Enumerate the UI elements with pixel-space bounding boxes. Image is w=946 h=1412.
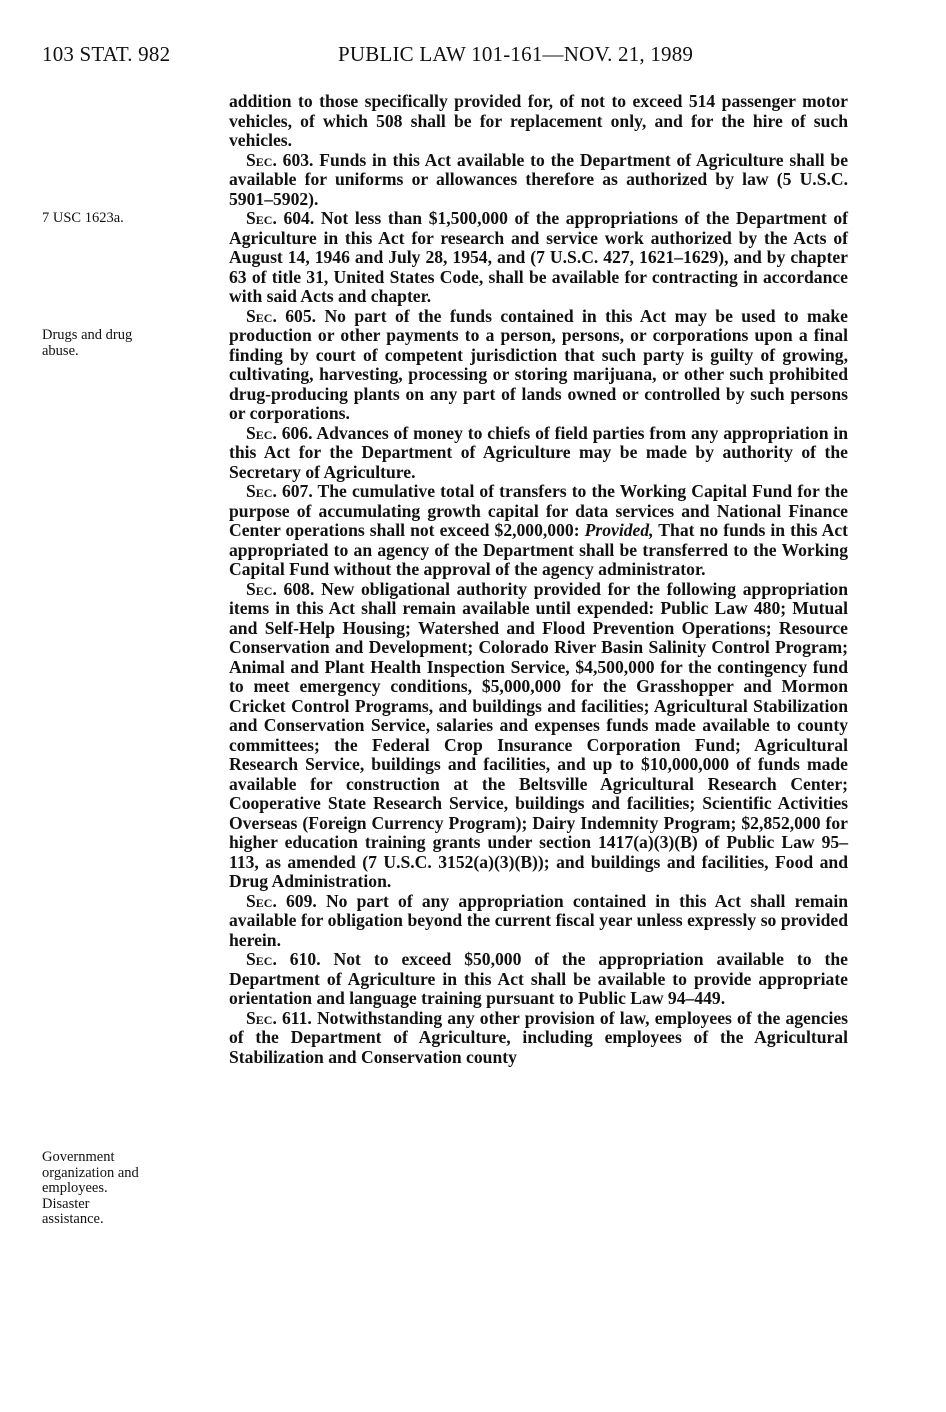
section-605 — [229, 307, 848, 424]
section-text: The cumulative total of transfers to the Working Capital Fund for the purpose of accumulating growth capital for data services and National Finance Center operations shall not exceed $2,000,000: — [229, 481, 848, 540]
section-606 — [229, 424, 848, 483]
margin-note-gov-line: Government — [42, 1149, 115, 1165]
section-label: Sec. 608. — [246, 578, 315, 599]
section-text: That no funds in this Act appropriated to an agency of the Department shall be transferred to the Working Capital Fund without the approval of the agency administrator. — [229, 520, 848, 579]
section-text: New obligational authority provided for the following appropriation items in this Act shall remain available until expended: Public Law 480; Mutual and Self-Help Housing; Watershed and Flood Prevention Operations; Resource Conservation and Development; Colorado River Basin Salinity Control Program; Animal and Plant Health Inspection Service, $4,500,000 for the contingency fund to meet emergency conditions, $5,000,000 for the Grasshopper and Mormon Cricket Control Programs, and buildings and facilities; Agricultural Stabilization and Conservation Service, salaries and expenses funds made available to county committees; the Federal Crop Insurance Corporation Fund; Agricultural Research Service, buildings and facilities, and up to $10,000,000 of funds made available for construction at the Beltsville Agricultural Research Center; Cooperative State Research Service, buildings and facilities; Scientific Activities Overseas (Foreign Currency Program); Dairy Indemnity Program; $2,852,000 for higher education training grants under section 1417(a)(3)(B) of Public Law 95–113, as amended (7 U.S.C. 3152(a)(3)(B)); and buildings and facilities, Food and Drug Administration. — [229, 578, 848, 891]
provided-keyword: Provided, — [584, 520, 654, 540]
margin-note-gov-line: assistance. — [42, 1211, 104, 1227]
margin-note-drugs — [42, 328, 214, 359]
section-label: Sec. 609. — [246, 890, 317, 911]
margin-note-gov-line: organization and — [42, 1164, 139, 1181]
section-text: Advances of money to chiefs of field parties from any appropriation in this Act for the Department of Agriculture may be made by authority of the Secretary of Agriculture. — [229, 422, 848, 482]
margin-note-usc — [42, 211, 214, 227]
margin-note-government — [42, 1150, 214, 1228]
section-604 — [229, 209, 848, 307]
section-603 — [229, 151, 848, 210]
section-label: Sec. 610. — [246, 949, 321, 969]
margin-note-gov-line: Disaster — [42, 1195, 90, 1212]
section-label: Sec. 605. — [246, 305, 317, 326]
paragraph-continuation: addition to those specifically provided for, of not to exceed 514 passenger motor vehicles, of which 508 shall be for replacement only, and for the hire of such vehicles. — [229, 91, 848, 150]
section-607 — [229, 482, 848, 580]
page-stat-number: 103 STAT. 982 — [42, 42, 171, 66]
section-label: Sec. 603. — [246, 149, 314, 170]
section-label: Sec. 606. — [246, 422, 313, 443]
section-text: Notwithstanding any other provision of law, employees of the agencies of the Department of Agriculture, including employees of the Agricultural Stabilization and Conservation county — [229, 1007, 848, 1067]
page-running-head: PUBLIC LAW 101-161—NOV. 21, 1989 — [338, 42, 694, 66]
section-text: No part of any appropriation contained in this Act shall remain available for obligation beyond the current fiscal year unless expressly so provided herein. — [229, 890, 849, 950]
section-text: Not to exceed $50,000 of the appropriation available to the Department of Agriculture in this Act shall be available to provide appropriate orientation and language training pursuant to Public Law 94–449. — [229, 949, 848, 1008]
section-text: No part of the funds contained in this Act may be used to make production or other payments to a person, persons, or corporations upon a final finding by court of competent jurisdiction that such party is guilty of growing, cultivating, harvesting, processing or storing marijuana, or other such prohibited drug-producing plants on any part of lands owned or controlled by such persons or corporations. — [229, 305, 848, 423]
margin-note-usc-line: 7 USC 1623a. — [42, 210, 124, 226]
section-label: Sec. 607. — [246, 481, 313, 501]
section-text: Not less than $1,500,000 of the appropriations of the Department of Agriculture in this Act for research and service work authorized by the Acts of August 14, 1946 and July 28, 1954, and (7 U.S.C. 427, 1621–1629), and by chapter 63 of title 31, United States Code, shall be available for contracting in accordance with said Acts and chapter. — [229, 208, 848, 306]
section-text: Funds in this Act available to the Department of Agriculture shall be available for uniforms or allowances therefore as authorized by law (5 U.S.C. 5901–5902). — [229, 149, 849, 209]
section-label: Sec. 604. — [246, 208, 315, 228]
section-608 — [229, 580, 848, 892]
margin-note-drugs-line: abuse. — [42, 342, 79, 359]
section-609 — [229, 892, 848, 951]
margin-note-drugs-line: Drugs and drug — [42, 327, 133, 343]
body-text-column — [229, 92, 848, 1067]
margin-note-gov-line: employees. — [42, 1180, 108, 1196]
section-610 — [229, 950, 848, 1009]
section-611 — [229, 1009, 848, 1068]
section-label: Sec. 611. — [246, 1007, 312, 1028]
